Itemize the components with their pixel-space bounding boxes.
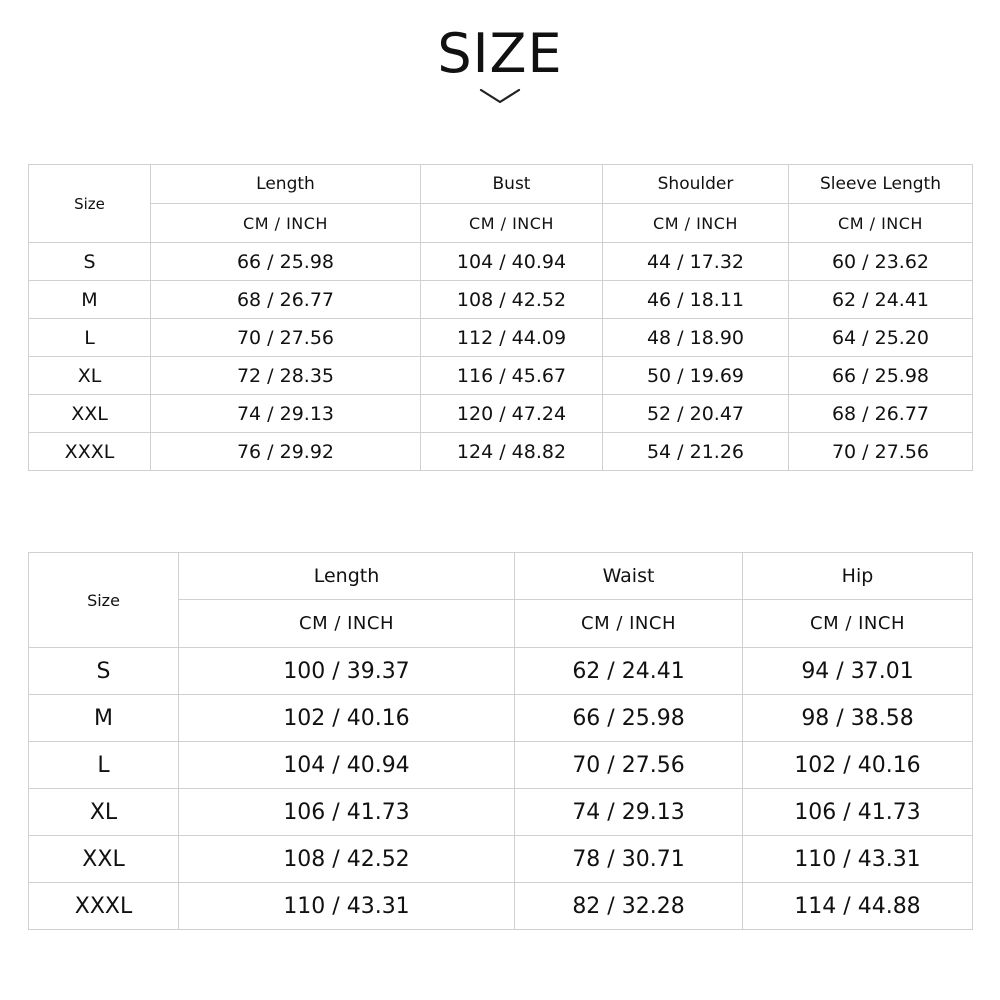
column-header-waist: Waist — [515, 553, 743, 600]
cell-shoulder: 52 / 20.47 — [603, 395, 789, 433]
page-title: SIZE — [437, 22, 563, 85]
cell-sleeve-length: 68 / 26.77 — [789, 395, 973, 433]
bottom-size-table — [28, 552, 973, 930]
table-row — [29, 281, 973, 319]
cell-hip: 94 / 37.01 — [743, 648, 973, 695]
cell-sleeve-length: 70 / 27.56 — [789, 433, 973, 471]
column-header-hip: Hip — [743, 553, 973, 600]
bottom-size-table-wrap — [28, 552, 972, 930]
cell-waist: 78 / 30.71 — [515, 836, 743, 883]
header-row-units — [29, 204, 973, 243]
cell-shoulder: 50 / 19.69 — [603, 357, 789, 395]
table-row — [29, 433, 973, 471]
unit-header-waist: CM / INCH — [515, 600, 743, 648]
cell-length: 76 / 29.92 — [151, 433, 421, 471]
cell-waist: 66 / 25.98 — [515, 695, 743, 742]
table-header — [29, 553, 973, 648]
cell-hip: 106 / 41.73 — [743, 789, 973, 836]
cell-bust: 108 / 42.52 — [421, 281, 603, 319]
table-body — [29, 648, 973, 930]
cell-size: XXXL — [29, 883, 179, 930]
header-row-group — [29, 165, 973, 204]
table-row — [29, 695, 973, 742]
cell-bust: 104 / 40.94 — [421, 243, 603, 281]
cell-hip: 102 / 40.16 — [743, 742, 973, 789]
cell-waist: 74 / 29.13 — [515, 789, 743, 836]
chevron-wrap — [0, 87, 1000, 113]
cell-shoulder: 48 / 18.90 — [603, 319, 789, 357]
cell-length: 102 / 40.16 — [179, 695, 515, 742]
table-row — [29, 243, 973, 281]
top-size-table-wrap — [28, 164, 972, 471]
header-row-group — [29, 553, 973, 600]
table-row — [29, 395, 973, 433]
cell-length: 110 / 43.31 — [179, 883, 515, 930]
cell-size: L — [29, 742, 179, 789]
table-body — [29, 243, 973, 471]
cell-length: 66 / 25.98 — [151, 243, 421, 281]
cell-sleeve-length: 62 / 24.41 — [789, 281, 973, 319]
table-header — [29, 165, 973, 243]
cell-size: M — [29, 695, 179, 742]
column-header-shoulder: Shoulder — [603, 165, 789, 204]
cell-size: L — [29, 319, 151, 357]
cell-waist: 70 / 27.56 — [515, 742, 743, 789]
table-row — [29, 789, 973, 836]
column-header-bust: Bust — [421, 165, 603, 204]
table-row — [29, 319, 973, 357]
table-row — [29, 742, 973, 789]
cell-size: S — [29, 243, 151, 281]
unit-header-hip: CM / INCH — [743, 600, 973, 648]
cell-size: XXL — [29, 836, 179, 883]
cell-hip: 114 / 44.88 — [743, 883, 973, 930]
chevron-down-icon — [478, 87, 522, 109]
cell-size: XXXL — [29, 433, 151, 471]
table-row — [29, 357, 973, 395]
cell-bust: 112 / 44.09 — [421, 319, 603, 357]
cell-length: 68 / 26.77 — [151, 281, 421, 319]
cell-waist: 62 / 24.41 — [515, 648, 743, 695]
cell-length: 106 / 41.73 — [179, 789, 515, 836]
column-header-sleeve-length: Sleeve Length — [789, 165, 973, 204]
cell-bust: 124 / 48.82 — [421, 433, 603, 471]
cell-sleeve-length: 60 / 23.62 — [789, 243, 973, 281]
cell-bust: 116 / 45.67 — [421, 357, 603, 395]
cell-size: XXL — [29, 395, 151, 433]
cell-waist: 82 / 32.28 — [515, 883, 743, 930]
cell-bust: 120 / 47.24 — [421, 395, 603, 433]
cell-shoulder: 46 / 18.11 — [603, 281, 789, 319]
cell-length: 74 / 29.13 — [151, 395, 421, 433]
cell-size: XL — [29, 357, 151, 395]
column-header-length: Length — [151, 165, 421, 204]
cell-size: S — [29, 648, 179, 695]
table-row — [29, 836, 973, 883]
unit-header-length: CM / INCH — [151, 204, 421, 243]
table-row — [29, 648, 973, 695]
cell-sleeve-length: 64 / 25.20 — [789, 319, 973, 357]
unit-header-bust: CM / INCH — [421, 204, 603, 243]
cell-size: M — [29, 281, 151, 319]
cell-length: 100 / 39.37 — [179, 648, 515, 695]
cell-shoulder: 54 / 21.26 — [603, 433, 789, 471]
cell-length: 70 / 27.56 — [151, 319, 421, 357]
cell-length: 108 / 42.52 — [179, 836, 515, 883]
cell-length: 72 / 28.35 — [151, 357, 421, 395]
cell-size: XL — [29, 789, 179, 836]
cell-shoulder: 44 / 17.32 — [603, 243, 789, 281]
cell-hip: 98 / 38.58 — [743, 695, 973, 742]
unit-header-length: CM / INCH — [179, 600, 515, 648]
column-header-size: Size — [29, 553, 179, 648]
top-size-table — [28, 164, 973, 471]
cell-hip: 110 / 43.31 — [743, 836, 973, 883]
cell-sleeve-length: 66 / 25.98 — [789, 357, 973, 395]
column-header-size: Size — [29, 165, 151, 243]
table-row — [29, 883, 973, 930]
unit-header-sleeve-length: CM / INCH — [789, 204, 973, 243]
cell-length: 104 / 40.94 — [179, 742, 515, 789]
unit-header-shoulder: CM / INCH — [603, 204, 789, 243]
column-header-length: Length — [179, 553, 515, 600]
